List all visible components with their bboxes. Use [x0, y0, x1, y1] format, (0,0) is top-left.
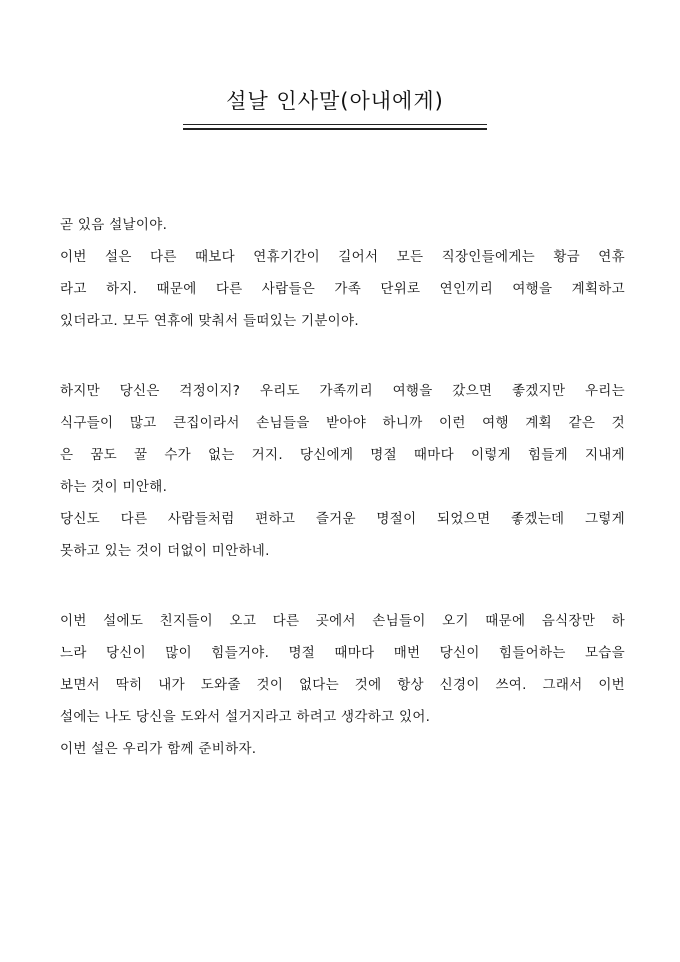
text-line: 하는 것이 미안해.	[60, 479, 168, 495]
text-line: 이번 설은 우리가 함께 준비하자.	[60, 741, 257, 757]
paragraph-3	[60, 375, 625, 503]
paragraph-1	[60, 209, 625, 241]
paragraph-gap	[60, 567, 625, 605]
title-underline	[183, 124, 487, 125]
text-line: 있더라고. 모두 연휴에 맞춰서 들떠있는 기분이야.	[60, 313, 359, 329]
paragraph-2	[60, 241, 625, 337]
text-line: 라고 하지. 때문에 다른 사람들은 가족 단위로 연인끼리 여행을 계획하고	[60, 281, 625, 297]
text-line: 곧 있음 설날이야.	[60, 217, 168, 233]
paragraph-gap	[60, 337, 625, 375]
paragraph-5	[60, 605, 625, 733]
text-line: 못하고 있는 것이 더없이 미안하네.	[60, 543, 270, 559]
text-line: 이번 설에도 친지들이 오고 다른 곳에서 손님들이 오기 때문에 음식장만 하	[60, 613, 625, 629]
paragraph-6	[60, 733, 625, 765]
document-title: 설날 인사말(아내에게)	[226, 89, 444, 113]
text-line: 보면서 딱히 내가 도와줄 것이 없다는 것에 항상 신경이 쓰여. 그래서 이번	[60, 677, 625, 693]
document-body	[60, 209, 625, 765]
text-line: 은 꿈도 꿀 수가 없는 거지. 당신에게 명절 때마다 이렇게 힘들게 지내게	[60, 447, 625, 463]
text-line: 설에는 나도 당신을 도와서 설거지라고 하려고 생각하고 있어.	[60, 709, 431, 725]
text-line: 이번 설은 다른 때보다 연휴기간이 길어서 모든 직장인들에게는 황금 연휴	[60, 249, 625, 265]
text-line: 식구들이 많고 큰집이라서 손님들을 받아야 하니까 이런 여행 계획 같은 것	[60, 415, 625, 431]
title-double-underline	[183, 128, 487, 130]
paragraph-4	[60, 503, 625, 567]
text-line: 당신도 다른 사람들처럼 편하고 즐거운 명절이 되었으면 좋겠는데 그렇게	[60, 511, 625, 527]
text-line: 느라 당신이 많이 힘들거야. 명절 때마다 매번 당신이 힘들어하는 모습을	[60, 645, 625, 661]
text-line: 하지만 당신은 걱정이지? 우리도 가족끼리 여행을 갔으면 좋겠지만 우리는	[60, 383, 625, 399]
title-block	[183, 86, 487, 130]
